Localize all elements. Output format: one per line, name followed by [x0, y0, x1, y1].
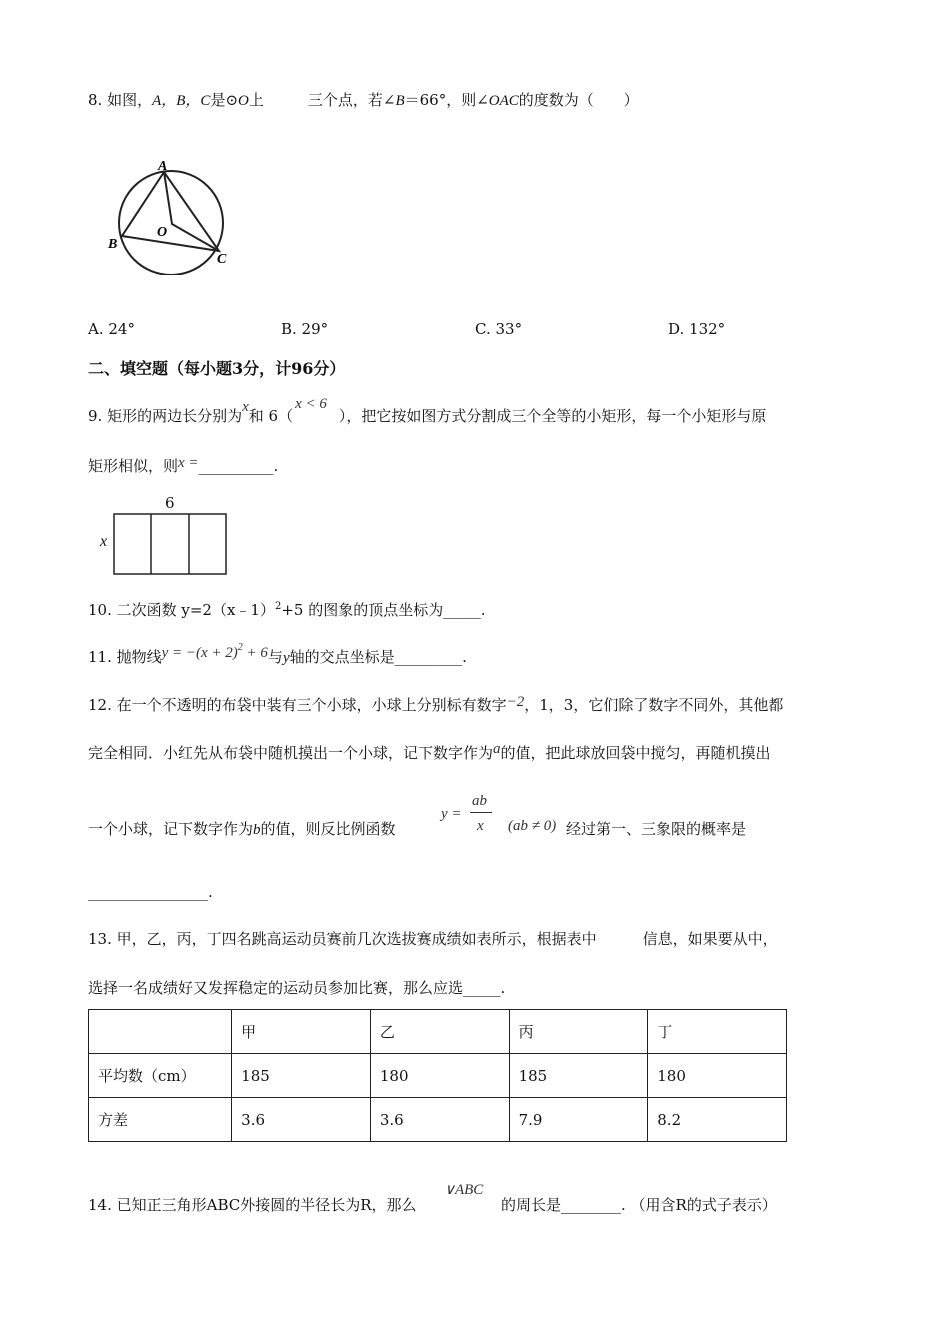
q12-fraction-bar	[470, 812, 492, 813]
q9-line2: 矩形相似，则x =__________.	[88, 455, 279, 475]
q8-option-a: A. 24°	[88, 320, 135, 338]
table-cell: 7.9	[509, 1098, 648, 1142]
table-cell: 平均数（cm）	[89, 1054, 232, 1098]
q8-stem: 8. 如图，A，B，C是⊙O上 三个点，若∠B＝66°，则∠OAC的度数为（ ）	[88, 91, 639, 109]
table-cell: 方差	[89, 1098, 232, 1142]
q11: 11. 抛物线$y = -(x + 2)^2 + 6$与y轴的交点坐标是_________.	[88, 642, 467, 666]
table-cell: 3.6	[370, 1098, 509, 1142]
label-a: A	[158, 159, 168, 174]
table-cell: 185	[232, 1054, 371, 1098]
q13-line2: 选择一名成绩好又发挥稳定的运动员参加比赛，那么应选_____.	[88, 979, 506, 997]
q14-start: 14. 已知正三角形ABC外接圆的半径长为R，那么	[88, 1196, 417, 1214]
label-b: B	[108, 237, 118, 252]
q8-option-b: B. 29°	[281, 320, 329, 338]
q9-line1: 9. 矩形的两边长分别为x和 6（x < 6），把它按如图方式分割成三个全等的小矩形，每一个小矩形与原	[88, 396, 767, 425]
q8-option-c: C. 33°	[475, 320, 523, 338]
q12-answer-blank: ________________.	[88, 883, 213, 901]
q13-line1: 13. 甲，乙，丙，丁四名跳高运动员赛前几次选拔赛成绩如表所示，根据表中 信息，如果要从中，	[88, 930, 778, 948]
score-table	[88, 1009, 787, 1142]
q8-option-d: D. 132°	[668, 320, 726, 338]
q12-fraction-denominator: x	[477, 818, 484, 834]
q9-fig-label-side: x	[100, 533, 108, 550]
table-cell: 丁	[648, 1010, 787, 1054]
table-cell: 180	[370, 1054, 509, 1098]
table-header-row	[89, 1010, 787, 1054]
q12-line1: 12. 在一个不透明的布袋中装有三个小球，小球上分别标有数字−2，1，3，它们除了数字不同外，其他都	[88, 694, 784, 714]
q12-y-eq: y =	[441, 806, 462, 822]
circle-figure	[100, 150, 240, 275]
table-row	[89, 1098, 787, 1142]
q12-fraction-numerator: ab	[472, 793, 487, 809]
table-cell	[89, 1010, 232, 1054]
table-cell: 8.2	[648, 1098, 787, 1142]
table-cell: 185	[509, 1054, 648, 1098]
q12-line2: 完全相同．小红先从布袋中随机摸出一个小球，记下数字作为a的值，把此球放回袋中搅匀，再随机摸出	[88, 741, 771, 762]
q12-line3: 一个小球，记下数字作为b的值，则反比例函数	[88, 820, 396, 838]
q12-line3-tail: 经过第一、三象限的概率是	[566, 820, 747, 838]
table-cell: 3.6	[232, 1098, 371, 1142]
q14-end: 的周长是________. （用含R的式子表示）	[501, 1196, 777, 1214]
q10: 10. 二次函数 y=2（x﹣1）$^2$+5 的图象的顶点坐标为_____.	[88, 601, 486, 619]
table-cell: 甲	[232, 1010, 371, 1054]
label-c: C	[217, 252, 227, 267]
q12-condition: (ab ≠ 0)	[508, 818, 557, 834]
label-o: O	[157, 225, 168, 240]
table-cell: 丙	[509, 1010, 648, 1054]
q14-triangle: ∨ABC	[444, 1182, 484, 1198]
q9-fig-label-top: 6	[165, 494, 175, 512]
table-row	[89, 1054, 787, 1098]
rectangle-figure	[113, 513, 229, 577]
section-heading: 二、填空题（每小题3分，计96分）	[88, 359, 346, 378]
table-cell: 乙	[370, 1010, 509, 1054]
table-cell: 180	[648, 1054, 787, 1098]
